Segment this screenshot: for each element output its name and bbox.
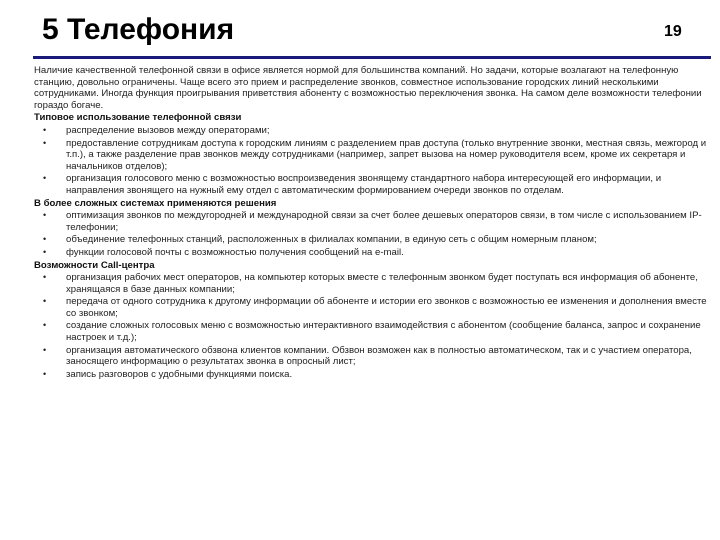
- list-typical: [34, 125, 711, 197]
- list-item: [34, 345, 711, 368]
- slide-title: 5 Телефония: [42, 13, 235, 46]
- intro-paragraph: Наличие качественной телефонной связи в офисе является нормой для большинства компаний. Но задачи, которые возлагают на телефонную станцию, довольно ограничены. Чаще всего это прием и распределение звонков, совместное использование городских линий несколькими сотрудниками. Иногда функция проигрывания приветствия абоненту с возможностью переключения звонка. На самом деле возможности телефонии гораздо богаче.: [34, 65, 702, 111]
- bullet-icon: •: [43, 210, 47, 221]
- bullet-icon: •: [43, 234, 47, 245]
- bullet-icon: •: [43, 296, 47, 307]
- list-item: [34, 247, 711, 259]
- list-item-text: организация голосового меню с возможностью воспроизведения звонящему стандартного набора интересующей его информации, и направления звонящего на нужный ему отдел с автоматическим формированием очереди звонков по отделам.: [66, 173, 662, 196]
- bullet-icon: •: [43, 124, 47, 135]
- list-item: [34, 234, 711, 246]
- section-heading-callcenter: Возможности Call-центра: [34, 259, 155, 271]
- list-item-text: распределение вызовов между операторами;: [66, 124, 270, 136]
- list-item: [34, 138, 711, 173]
- list-item: [34, 272, 711, 295]
- list-item: [34, 125, 711, 137]
- list-callcenter: [34, 272, 711, 380]
- slide-body: [34, 65, 711, 381]
- bullet-icon: •: [43, 344, 47, 355]
- list-advanced: [34, 210, 711, 258]
- list-item-text: оптимизация звонков по междугородней и международной связи за счет более дешевых операторов связи, в том числе с использованием IP-телефонии;: [66, 210, 702, 233]
- list-item-text: объединение телефонных станций, расположенных в филиалах компании, в единую сеть с общим номерным планом;: [66, 234, 597, 246]
- bullet-icon: •: [43, 246, 47, 257]
- list-item-text: функции голосовой почты с возможностью получения сообщений на e-mail.: [66, 246, 404, 258]
- list-item-text: организация автоматического обзвона клиентов компании. Обзвон возможен как в полностью автоматическом, так и с участием оператора, заносящего информацию о результатах звонка в опросный лист;: [66, 344, 692, 368]
- list-item-text: передача от одного сотрудника к другому информации об абоненте и истории его звонков с возможностью ее изменения и дополнения вместе со звонком;: [66, 296, 707, 319]
- list-item: [34, 369, 711, 381]
- page-number: 19: [664, 23, 682, 40]
- title-rule: [33, 56, 711, 59]
- list-item-text: запись разговоров с удобными функциями поиска.: [66, 368, 293, 380]
- list-item-text: организация рабочих мест операторов, на компьютер которых вместе с телефонным звонком будет поступать вся информация об абоненте, хранящаяся в базе данных компании;: [66, 272, 698, 295]
- bullet-icon: •: [43, 272, 47, 283]
- list-item-text: предоставление сотрудникам доступа к городским линиям с разделением прав доступа (только внутренние звонки, местная связь, межгород и т.п.), а также разделение прав звонков между сотрудниками (например, запрет вызова на номер руководителя всем, кроме их секретаря и начальников отделов);: [66, 137, 707, 172]
- bullet-icon: •: [43, 320, 47, 331]
- list-item-text: создание сложных голосовых меню с возможностью интерактивного взаимодействия с абонентом (сообщение баланса, запрос и сохранение настроек и т.д.);: [66, 320, 701, 344]
- bullet-icon: •: [43, 173, 47, 184]
- list-item: [34, 173, 711, 196]
- bullet-icon: •: [43, 368, 47, 379]
- list-item: [34, 296, 711, 319]
- list-item: [34, 320, 711, 343]
- section-heading-typical: Типовое использование телефонной связи: [34, 112, 242, 124]
- list-item: [34, 210, 711, 233]
- section-heading-advanced: В более сложных системах применяются решения: [34, 197, 277, 209]
- bullet-icon: •: [43, 137, 47, 148]
